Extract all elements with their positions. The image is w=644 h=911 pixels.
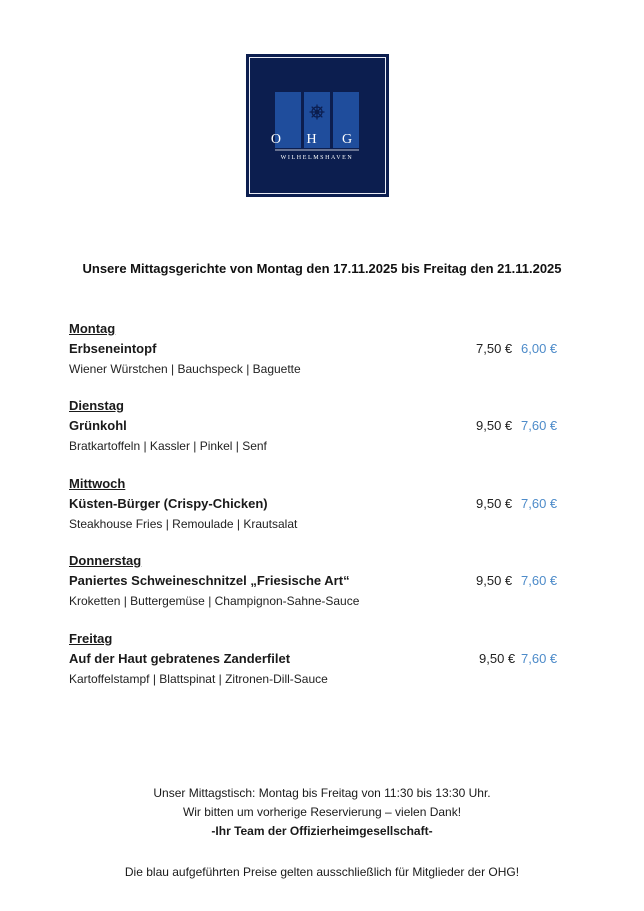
menu-day-friday xyxy=(69,630,569,688)
menu-day-wednesday xyxy=(69,475,569,533)
dish-row xyxy=(69,495,569,515)
member-price: 7,60 € xyxy=(521,496,558,511)
logo-emblem xyxy=(246,54,389,197)
day-name: Dienstag xyxy=(69,398,124,413)
dish-row xyxy=(69,417,569,437)
dish-name: Paniertes Schweineschnitzel „Friesische Art“ xyxy=(69,573,350,588)
logo-initials: O H G xyxy=(270,132,364,147)
team-signoff: -Ihr Team der Offizierheimgesellschaft- xyxy=(211,824,433,838)
ohg-logo xyxy=(246,54,389,197)
dish-name: Erbseneintopf xyxy=(69,341,157,356)
dish-name: Küsten-Bürger (Crispy-Chicken) xyxy=(69,496,268,511)
member-price: 7,60 € xyxy=(521,651,558,666)
member-price: 6,00 € xyxy=(521,341,558,356)
dish-sides: Steakhouse Fries | Remoulade | Krautsalat xyxy=(69,517,298,531)
ship-wheel-icon xyxy=(310,105,325,120)
regular-price: 9,50 € xyxy=(476,573,513,588)
dish-sides: Bratkartoffeln | Kassler | Pinkel | Senf xyxy=(69,439,267,453)
member-price-note: Die blau aufgeführten Preise gelten ausschließlich für Mitglieder der OHG! xyxy=(124,865,520,879)
footer-info xyxy=(0,784,644,841)
dish-sides: Kroketten | Buttergemüse | Champignon-Sahne-Sauce xyxy=(69,594,360,608)
regular-price: 7,50 € xyxy=(476,341,513,356)
dish-sides: Kartoffelstampf | Blattspinat | Zitronen-Dill-Sauce xyxy=(69,672,328,686)
menu-day-monday xyxy=(69,320,569,378)
logo-subtitle: WILHELMSHAVEN xyxy=(280,155,354,161)
member-price-note-block xyxy=(0,863,644,882)
day-name: Freitag xyxy=(69,631,113,646)
menu-headline: Unsere Mittagsgerichte von Montag den 17.11.2025 bis Freitag den 21.11.2025 xyxy=(82,261,562,276)
dish-name: Grünkohl xyxy=(69,418,127,433)
dish-row xyxy=(69,650,569,670)
day-name: Donnerstag xyxy=(69,553,142,568)
day-name: Montag xyxy=(69,321,116,336)
regular-price: 9,50 € xyxy=(476,496,513,511)
opening-hours: Unser Mittagstisch: Montag bis Freitag von 11:30 bis 13:30 Uhr. xyxy=(153,786,491,800)
dish-row xyxy=(69,572,569,592)
dish-row xyxy=(69,340,569,360)
regular-price: 9,50 € xyxy=(476,418,513,433)
dish-sides: Wiener Würstchen | Bauchspeck | Baguette xyxy=(69,362,301,376)
regular-price: 9,50 € xyxy=(479,651,516,666)
member-price: 7,60 € xyxy=(521,418,558,433)
menu-day-thursday xyxy=(69,552,569,610)
menu-day-tuesday xyxy=(69,397,569,455)
member-price: 7,60 € xyxy=(521,573,558,588)
dish-name: Auf der Haut gebratenes Zanderfilet xyxy=(69,651,291,666)
day-name: Mittwoch xyxy=(69,476,126,491)
reservation-note: Wir bitten um vorherige Reservierung – vielen Dank! xyxy=(182,805,462,819)
